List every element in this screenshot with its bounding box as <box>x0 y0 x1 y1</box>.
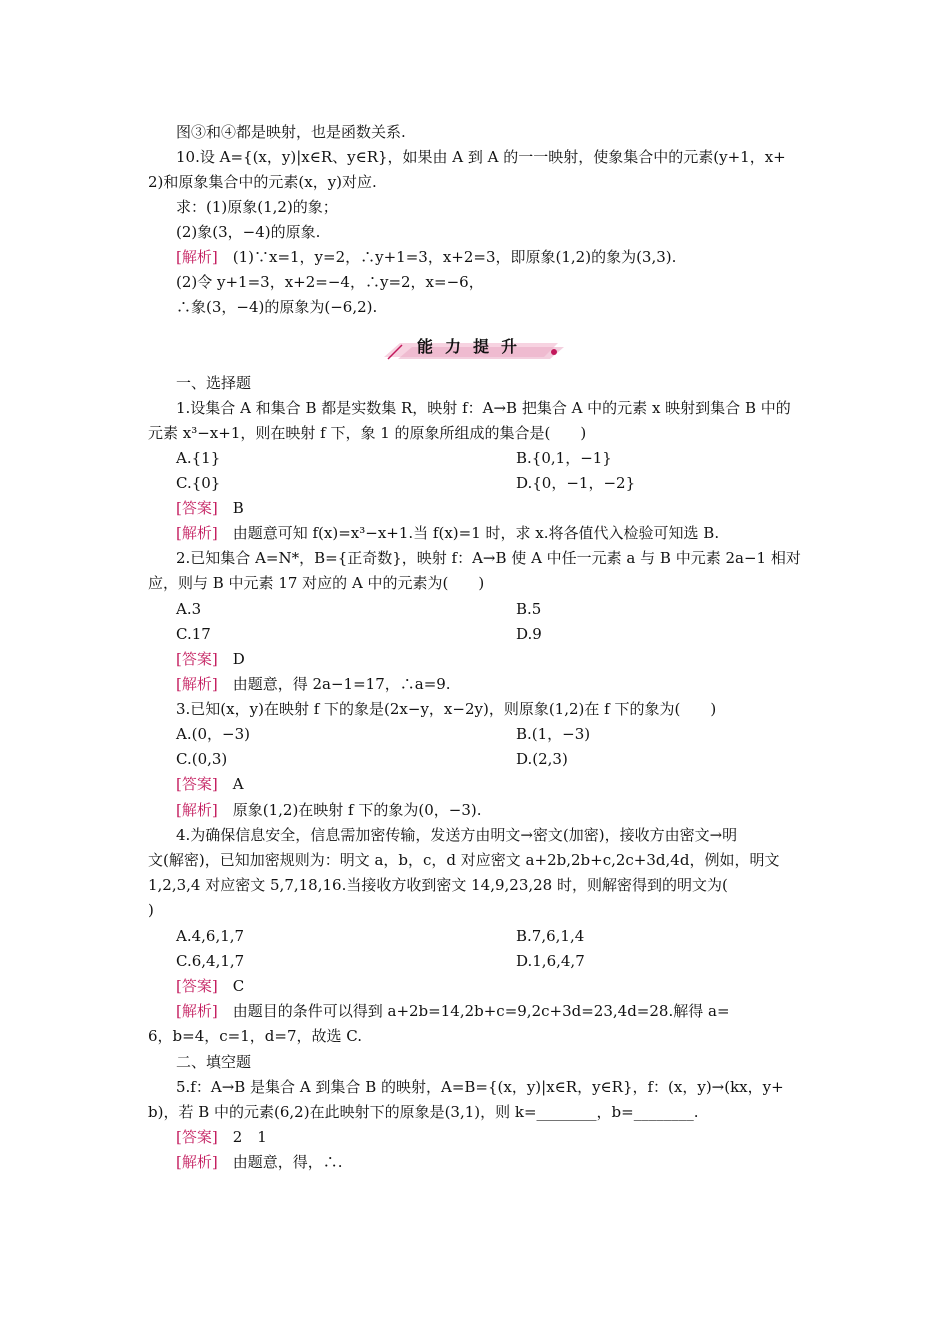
option-b: B.5 <box>516 600 542 618</box>
answer-tag: [答案] <box>176 650 218 668</box>
answer-tag: [答案] <box>176 775 218 793</box>
option-d: D.{0，−1，−2} <box>516 474 636 492</box>
question-2: 2.已知集合 A=N*，B={正奇数}，映射 f：A→B 使 A 中任一元素 a 与 B 中元素 2a−1 相对 <box>176 549 801 567</box>
option-c: C.6,4,1,7 <box>176 952 245 970</box>
analysis-line <box>176 522 841 544</box>
option-c: C.17 <box>176 625 211 643</box>
section-heading: 一、选择题 <box>176 374 252 392</box>
section-heading: 二、填空题 <box>176 1053 252 1071</box>
banner-title: 能力提升 <box>416 337 529 356</box>
section-banner <box>378 335 568 361</box>
analysis-text: (1)∵x=1，y=2，∴y+1=3，x+2=3，即原象(1,2)的象为(3,3). <box>232 248 677 266</box>
question-5: 5.f：A→B 是集合 A 到集合 B 的映射，A=B={(x，y)|x∈R，y∈R}，f：(x，y)→(kx，y+ <box>176 1078 784 1096</box>
option-row <box>176 598 841 620</box>
analysis-text: 由题目的条件可以得到 a+2b=14,2b+c=9,2c+3d=23,4d=28.解得 a= <box>232 1002 730 1020</box>
text-line: 应，则与 B 中元素 17 对应的 A 中的元素为( ) <box>148 574 485 592</box>
answer-line <box>176 773 841 795</box>
text-line: 6，b=4，c=1，d=7，故选 C. <box>148 1027 362 1045</box>
text-line: 文(解密)，已知加密规则为：明文 a，b，c，d 对应密文 a+2b,2b+c,2c+3d,4d，例如，明文 <box>148 851 780 869</box>
text-line: b)，若 B 中的元素(6,2)在此映射下的原象是(3,1)，则 k=________，b=________. <box>148 1103 699 1121</box>
analysis-tag: [解析] <box>176 675 218 693</box>
analysis-text: 原象(1,2)在映射 f 下的象为(0，−3). <box>232 801 482 819</box>
answer-line <box>176 1126 841 1148</box>
text-line: (2)象(3，−4)的原象. <box>176 223 321 241</box>
answer-text: A <box>232 775 244 793</box>
option-row <box>176 447 841 469</box>
answer-tag: [答案] <box>176 977 218 995</box>
option-a: A.4,6,1,7 <box>176 927 245 945</box>
answer-text: C <box>232 977 245 995</box>
analysis-line <box>176 1151 841 1173</box>
text-line: ) <box>148 901 154 919</box>
option-row <box>176 925 841 947</box>
option-d: D.9 <box>516 625 542 643</box>
text-line: 元素 x³−x+1，则在映射 f 下，象 1 的原象所组成的集合是( ) <box>148 424 587 442</box>
answer-tag: [答案] <box>176 1128 218 1146</box>
answer-line <box>176 648 841 670</box>
answer-text: B <box>232 499 244 517</box>
question-4: 4.为确保信息安全，信息需加密传输，发送方由明文→密文(加密)，接收方由密文→明 <box>176 826 738 844</box>
analysis-tag: [解析] <box>176 1002 218 1020</box>
analysis-line <box>176 799 841 821</box>
analysis-tag: [解析] <box>176 1153 218 1171</box>
text-line: 求：(1)原象(1,2)的象； <box>176 198 338 216</box>
analysis-line <box>176 246 841 268</box>
option-c: C.(0,3) <box>176 750 228 768</box>
analysis-text: 由题意，得，∴. <box>232 1153 343 1171</box>
option-c: C.{0} <box>176 474 221 492</box>
option-row <box>176 950 841 972</box>
question-10: 10.设 A={(x，y)|x∈R、y∈R}，如果由 A 到 A 的一一映射，使象集合中的元素(y+1，x+ <box>176 148 786 166</box>
option-a: A.3 <box>176 600 202 618</box>
text-line: (2)令 y+1=3，x+2=−4，∴y=2，x=−6， <box>176 273 484 291</box>
answer-line <box>176 975 841 997</box>
option-b: B.7,6,1,4 <box>516 927 585 945</box>
answer-tag: [答案] <box>176 499 218 517</box>
option-d: D.1,6,4,7 <box>516 952 585 970</box>
analysis-tag: [解析] <box>176 248 218 266</box>
analysis-text: 由题意，得 2a−1=17，∴a=9. <box>232 675 451 693</box>
option-row <box>176 723 841 745</box>
answer-text: D <box>232 650 245 668</box>
question-3: 3.已知(x，y)在映射 f 下的象是(2x−y，x−2y)，则原象(1,2)在 f 下的象为( ) <box>176 700 717 718</box>
analysis-tag: [解析] <box>176 801 218 819</box>
text-line: 1,2,3,4 对应密文 5,7,18,16.当接收方收到密文 14,9,23,28 时，则解密得到的明文为( <box>148 876 728 894</box>
analysis-line <box>176 673 841 695</box>
option-row <box>176 748 841 770</box>
question-1: 1.设集合 A 和集合 B 都是实数集 R，映射 f：A→B 把集合 A 中的元素 x 映射到集合 B 中的 <box>176 399 791 417</box>
answer-line <box>176 497 841 519</box>
option-row <box>176 623 841 645</box>
option-a: A.(0，−3) <box>176 725 250 743</box>
text-line: 图③和④都是映射，也是函数关系. <box>176 123 406 141</box>
option-b: B.(1，−3) <box>516 725 591 743</box>
option-d: D.(2,3) <box>516 750 568 768</box>
text-line: 2)和原象集合中的元素(x，y)对应. <box>148 173 377 191</box>
answer-text: 2 1 <box>232 1128 267 1146</box>
analysis-text: 由题意可知 f(x)=x³−x+1.当 f(x)=1 时，求 x.将各值代入检验可知选 B. <box>232 524 720 542</box>
option-a: A.{1} <box>176 449 221 467</box>
option-b: B.{0,1，−1} <box>516 449 612 467</box>
analysis-line <box>176 1000 841 1022</box>
option-row <box>176 472 841 494</box>
analysis-tag: [解析] <box>176 524 218 542</box>
text-line: ∴象(3，−4)的原象为(−6,2). <box>176 298 378 316</box>
